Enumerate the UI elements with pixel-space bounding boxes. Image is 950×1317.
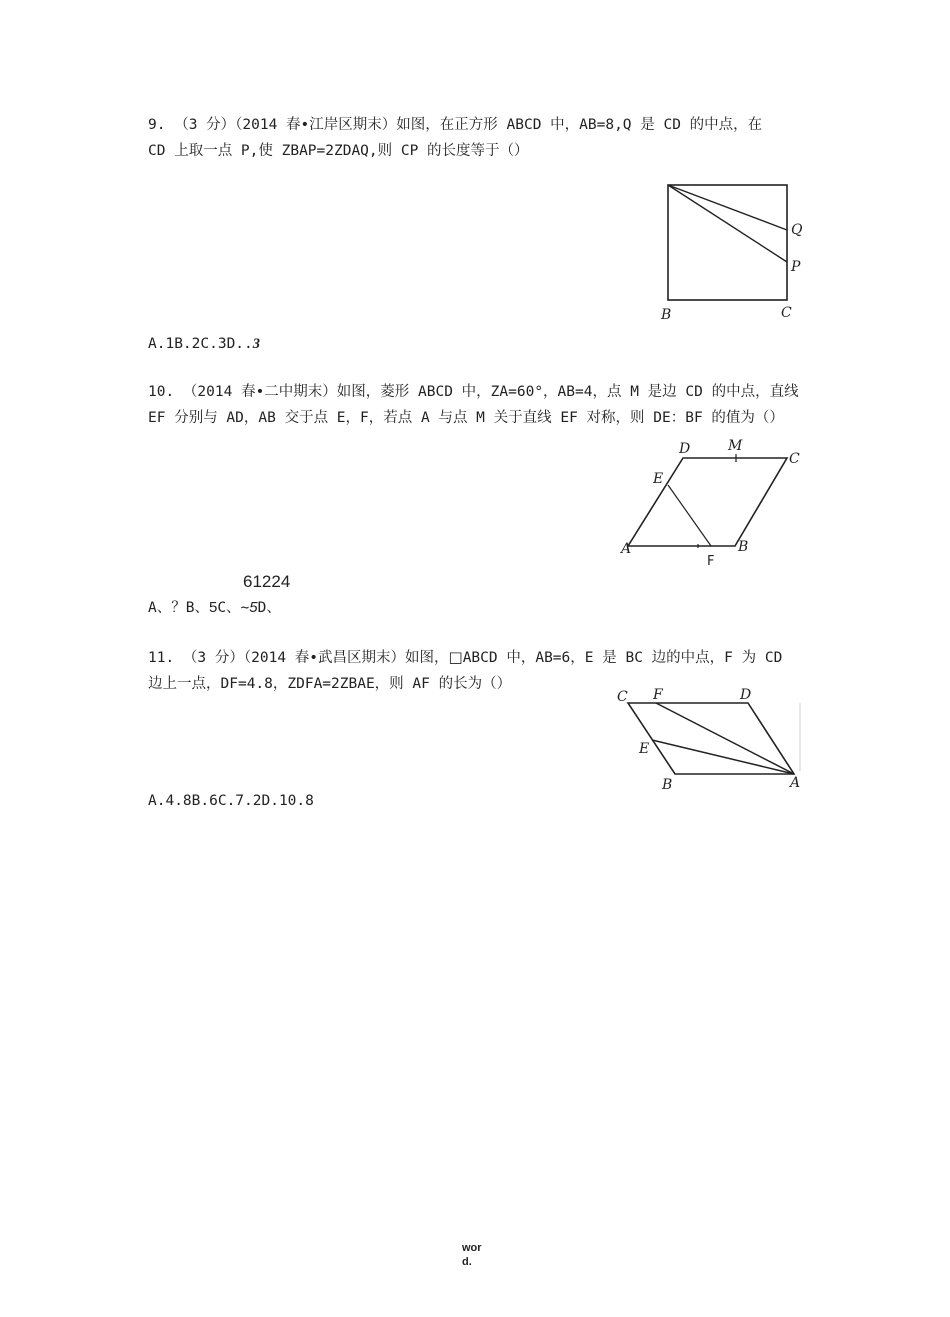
square-abcd <box>668 185 787 300</box>
q11-text-line1 <box>148 646 782 667</box>
q11-text-line1-pre: 11. （3 分）（2014 春•武昌区期末）如图， <box>148 650 449 666</box>
label-b: B <box>661 307 672 323</box>
label-a: A <box>621 541 632 557</box>
label-c: C <box>617 689 628 705</box>
q11-figure-parallelogram <box>612 683 812 793</box>
segment-ef <box>668 485 711 546</box>
label-c: C <box>789 451 800 467</box>
label-q: Q <box>791 222 803 238</box>
q11-text-line2: 边上一点，DF=4.8，ZDFA=2ZBAE，则 AF 的长为（） <box>148 676 512 692</box>
q10-fraction-numbers: 61224 <box>243 572 291 591</box>
q9-options <box>148 336 260 353</box>
label-d: D <box>679 441 691 457</box>
label-m: M <box>728 438 743 454</box>
q10-option-a-b: A、？B、 <box>148 600 209 616</box>
parallelogram-abcd <box>628 703 794 774</box>
label-f: F <box>653 687 663 703</box>
q10-text-line2: EF 分别与 AD，AB 交于点 E，F，若点 A 与点 M 关于直线 EF 对称，则 DE：BF 的值为（） <box>148 410 784 426</box>
footer-line2: d. <box>462 1256 472 1268</box>
label-a: A <box>790 775 801 791</box>
q9-options-last: 3 <box>252 336 261 352</box>
segment-ae <box>652 740 794 774</box>
label-p: P <box>791 259 801 275</box>
q11-text-line1-post: ABCD 中，AB=6，E 是 BC 边的中点，F 为 CD <box>462 650 783 666</box>
parallelogram-symbol: □ <box>448 648 463 666</box>
q10-option-c-value: 5 <box>249 599 258 616</box>
q11-options: A.4.8B.6C.7.2D.10.8 <box>148 793 314 809</box>
label-b: B <box>662 777 673 793</box>
q10-figure-rhombus <box>615 436 815 571</box>
q10-option-d: D、 <box>257 600 281 616</box>
label-b: B <box>738 539 749 555</box>
q9-text-line1: 9. （3 分）（2014 春•江岸区期末）如图，在正方形 ABCD 中，AB=8,Q 是 CD 的中点，在 <box>148 117 763 133</box>
rhombus-abcd <box>628 458 787 546</box>
q10-options <box>148 596 281 617</box>
q10-option-b-value: 5 <box>208 599 218 616</box>
label-f: F <box>707 554 715 569</box>
q9-options-prefix: A.1B.2C.3D.. <box>148 336 253 352</box>
segment-af <box>656 703 794 774</box>
footer-line1: wor <box>462 1242 482 1254</box>
q10-text-line1: 10. （2014 春•二中期末）如图，菱形 ABCD 中，ZA=60°，AB=4，点 M 是边 CD 的中点，直线 <box>148 384 799 400</box>
q9-figure-square <box>655 178 815 326</box>
label-e: E <box>653 471 664 487</box>
q9-text-line2: CD 上取一点 P,使 ZBAP=2ZDAQ,则 CP 的长度等于（） <box>148 143 529 159</box>
label-e: E <box>639 741 650 757</box>
label-c: C <box>781 305 792 321</box>
label-d: D <box>740 687 752 703</box>
q10-option-c: C、~ <box>217 600 250 616</box>
